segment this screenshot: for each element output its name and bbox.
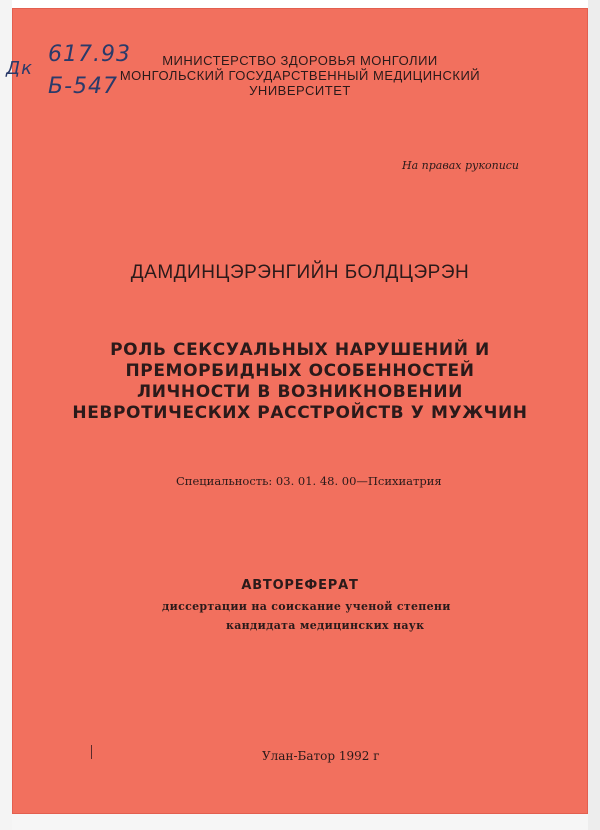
- handwritten-catalog-number: 617.93: [48, 42, 131, 67]
- title-line-2: ПРЕМОРБИДНЫХ ОСОБЕННОСТЕЙ: [125, 361, 475, 381]
- title-line-1: РОЛЬ СЕКСУАЛЬНЫХ НАРУШЕНИЙ И: [110, 340, 490, 360]
- ministry-line-3: УНИВЕРСИТЕТ: [249, 83, 351, 98]
- abstract-heading: АВТОРЕФЕРАТ: [241, 578, 359, 593]
- specialty: Специальность: 03. 01. 48. 00—Психиатрия: [176, 474, 442, 488]
- handwritten-shelf-number: Б-547: [48, 74, 119, 99]
- title-line-3: ЛИЧНОСТИ В ВОЗНИКНОВЕНИИ: [136, 382, 464, 402]
- ministry-line-1: МИНИСТЕРСТВО ЗДОРОВЬЯ МОНГОЛИИ: [162, 53, 438, 68]
- ministry-line-2: МОНГОЛЬСКИЙ ГОСУДАРСТВЕННЫЙ МЕДИЦИНСКИЙ: [119, 68, 481, 83]
- margin-mark: [91, 745, 92, 759]
- abstract-line-2: кандидата медицинских наук: [226, 619, 425, 632]
- page-bottom-strip: [12, 814, 588, 830]
- rights-note: На правах рукописи: [402, 159, 520, 172]
- title-line-4: НЕВРОТИЧЕСКИХ РАССТРОЙСТВ У МУЖЧИН: [72, 403, 528, 423]
- author-name: ДАМДИНЦЭРЭНГИЙН БОЛДЦЭРЭН: [130, 262, 470, 283]
- handwritten-prefix: Дк: [6, 58, 33, 79]
- abstract-line-1: диссертации на соискание ученой степени: [162, 600, 451, 613]
- city-year: Улан-Батор 1992 г: [262, 749, 380, 763]
